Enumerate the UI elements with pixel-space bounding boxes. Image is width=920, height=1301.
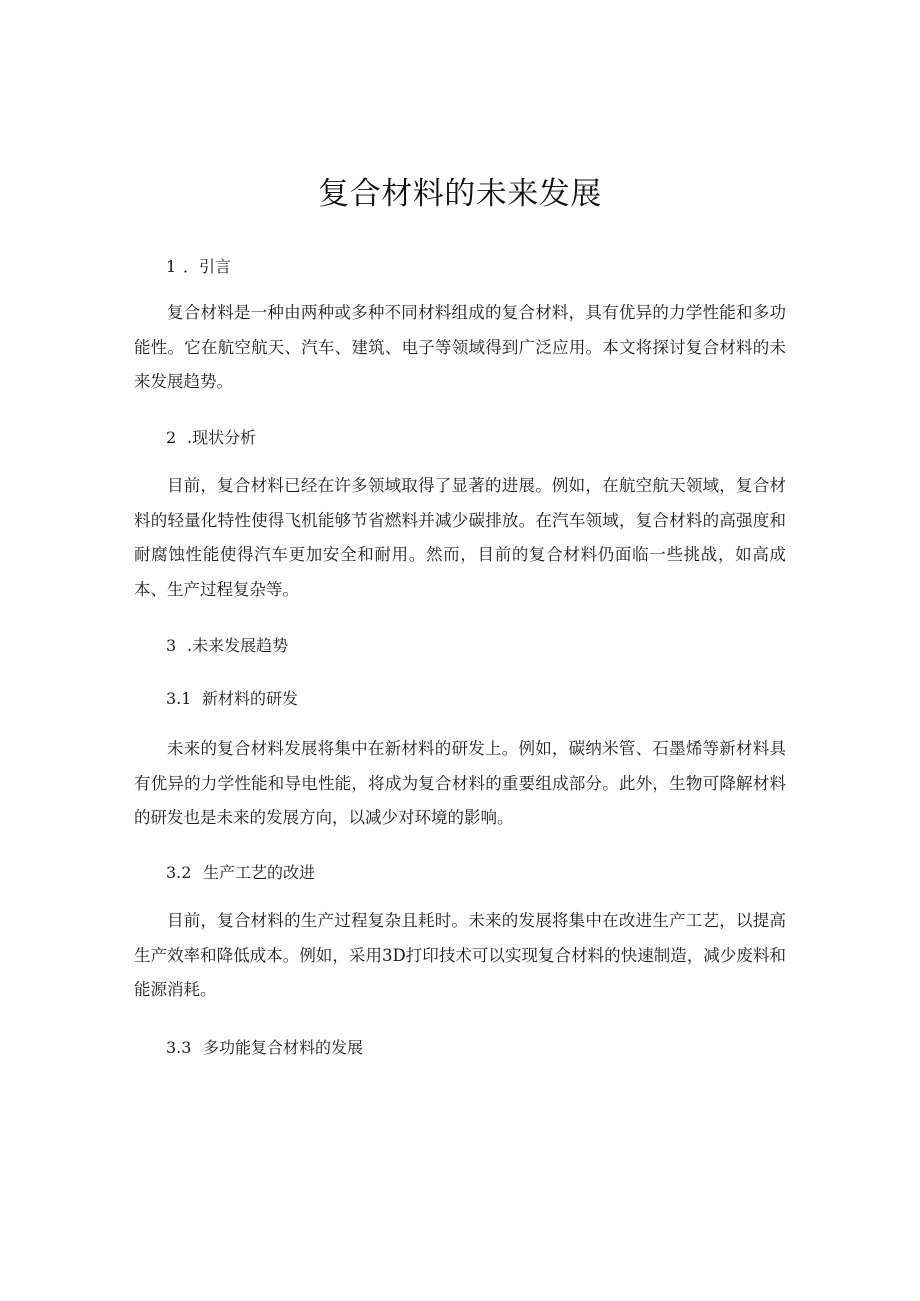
section-number: 3 — [166, 636, 177, 655]
subsection-title: 生产工艺的改进 — [203, 863, 316, 882]
section-1-paragraph: 复合材料是一种由两种或多种不同材料组成的复合材料，具有优异的力学性能和多功能性。它在航空航天、汽车、建筑、电子等领域得到广泛应用。本文将探讨复合材料的未来发展趋势。 — [134, 303, 786, 391]
subsection-3-3-heading — [166, 1036, 363, 1060]
subsection-3-1-heading — [166, 687, 298, 711]
subsection-number: 3.1 — [166, 689, 192, 708]
subsection-3-2-heading — [166, 861, 315, 885]
section-3-heading — [166, 634, 288, 658]
subsection-number: 3.2 — [166, 863, 192, 882]
section-title: ．引言 — [183, 257, 232, 276]
document-title: 复合材料的未来发展 — [318, 176, 602, 212]
subsection-3-1-paragraph: 未来的复合材料发展将集中在新材料的研发上。例如，碳纳米管、石墨烯等新材料具有优异的力学性能和导电性能，将成为复合材料的重要组成部分。此外，生物可降解材料的研发也是未来的发展方向，以减少对环境的影响。 — [134, 739, 786, 827]
section-1-heading — [166, 255, 231, 279]
subsection-title: 新材料的研发 — [202, 689, 299, 708]
section-title: .现状分析 — [187, 428, 257, 447]
subsection-number: 3.3 — [166, 1038, 192, 1057]
section-title: .未来发展趋势 — [187, 636, 289, 655]
subsection-3-2-paragraph: 目前，复合材料的生产过程复杂且耗时。未来的发展将集中在改进生产工艺，以提高生产效率和降低成本。例如，采用3D打印技术可以实现复合材料的快速制造，减少废料和能源消耗。 — [134, 911, 786, 999]
subsection-title: 多功能复合材料的发展 — [203, 1038, 364, 1057]
section-number: 1 — [166, 257, 177, 276]
section-number: 2 — [166, 428, 177, 447]
section-2-heading — [166, 426, 256, 450]
section-2-paragraph: 目前，复合材料已经在许多领域取得了显著的进展。例如，在航空航天领域，复合材料的轻量化特性使得飞机能够节省燃料并减少碳排放。在汽车领域，复合材料的高强度和耐腐蚀性能使得汽车更加安全和耐用。然而，目前的复合材料仍面临一些挑战，如高成本、生产过程复杂等。 — [134, 476, 786, 599]
